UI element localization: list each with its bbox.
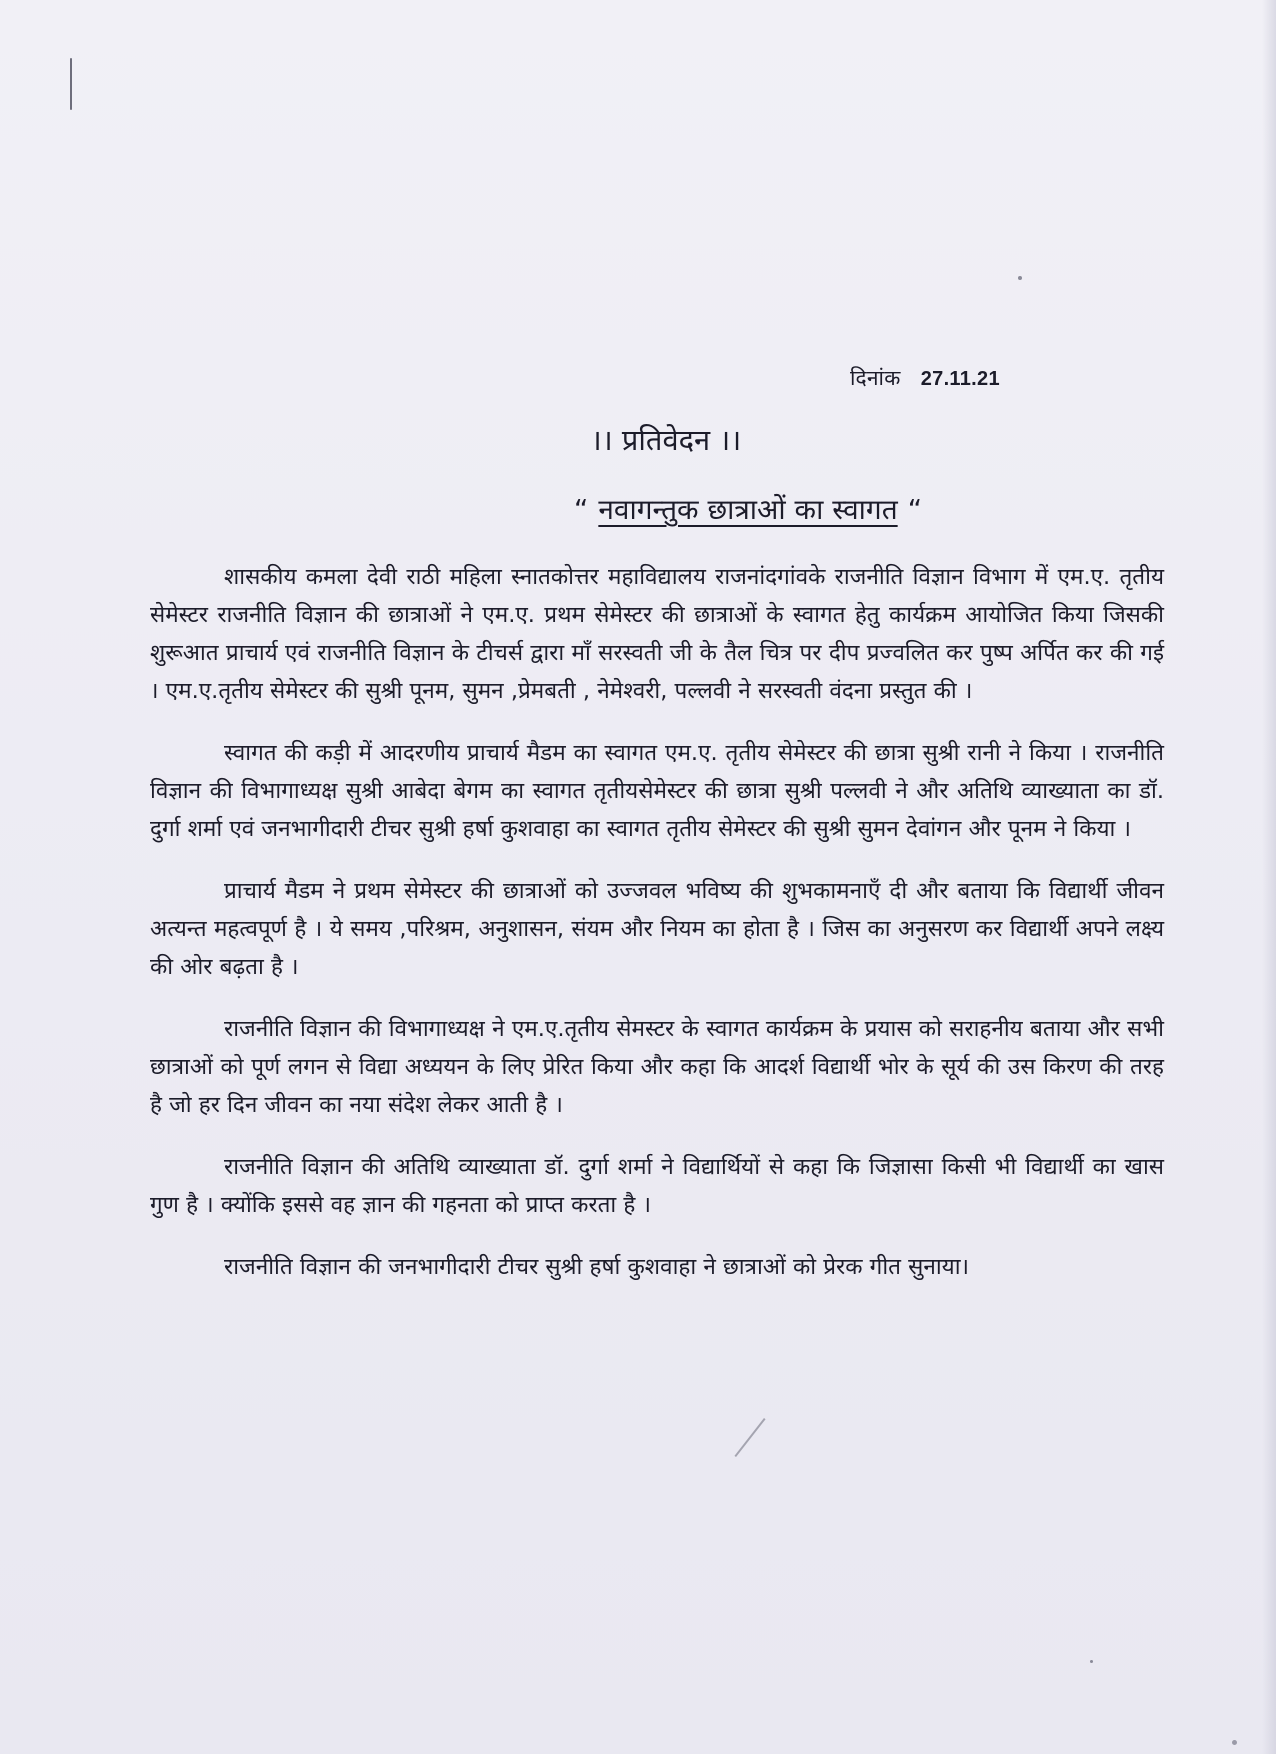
subject-text: नवागन्तुक छात्राओं का स्वागत [598,493,898,526]
report-body [150,558,1164,1310]
date-label: दिनांक [850,366,901,390]
subject-close-quote: “ [907,493,923,526]
scan-speck [1018,276,1022,280]
report-title-text: ।। प्रतिवेदन ।। [590,423,742,457]
paragraph-guest-lecturer-address: राजनीति विज्ञान की अतिथि व्याख्याता डॉ. दुर्गा शर्मा ने विद्यार्थियों से कहा कि जिज्ञासा किसी भी विद्यार्थी का खास गुण है । क्योंकि इससे वह ज्ञान की गहनता को प्राप्त करता है । [150,1154,1164,1218]
scan-speck [1232,1740,1237,1745]
scan-shadow-edge [1262,0,1276,1754]
scan-speck [1090,1660,1093,1663]
report-subject [0,490,1276,528]
paragraph-hod-address: राजनीति विज्ञान की विभागाध्यक्ष ने एम.ए.तृतीय सेमस्टर के स्वागत कार्यक्रम के प्रयास को सराहनीय बताया और सभी छात्राओं को पूर्ण लगन से विद्या अध्ययन के लिए प्रेरित किया और कहा कि आदर्श विद्यार्थी भोर के सूर्य की उस किरण की तरह है जो हर दिन जीवन का नया संदेश लेकर आती है । [150,1016,1164,1118]
report-date [850,364,1000,392]
paragraph-inauguration: शासकीय कमला देवी राठी महिला स्नातकोत्तर महाविद्यालय राजनांदगांवके राजनीति विज्ञान विभाग में एम.ए. तृतीय सेमेस्टर राजनीति विज्ञान की छात्राओं ने एम.ए. प्रथम सेमेस्टर की छात्राओं के स्वागत हेतु कार्यक्रम आयोजित किया जिसकी शुरूआत प्राचार्य एवं राजनीति विज्ञान के टीचर्स द्वारा माँ सरस्वती जी के तैल चित्र पर दीप प्रज्वलित कर पुष्प अर्पित कर की गई । एम.ए.तृतीय सेमेस्टर की सुश्री पूनम, सुमन ,प्रेमबती , नेमेश्वरी, पल्लवी ने सरस्वती वंदना प्रस्तुत की । [150,564,1164,704]
paragraph-closing-song: राजनीति विज्ञान की जनभागीदारी टीचर सुश्री हर्षा कुशवाहा ने छात्राओं को प्रेरक गीत सुनाया। [224,1254,970,1280]
paragraph-principal-address: प्राचार्य मैडम ने प्रथम सेमेस्टर की छात्राओं को उज्जवल भविष्य की शुभकामनाएँ दी और बताया कि विद्यार्थी जीवन अत्यन्त महत्वपूर्ण है । ये समय ,परिश्रम, अनुशासन, संयम और नियम का होता है । जिस का अनुसरण कर विद्यार्थी अपने लक्ष्य की ओर बढ़ता है । [150,878,1165,980]
margin-pencil-mark [70,58,72,110]
subject-open-quote: “ [573,493,589,526]
date-value: 27.11.21 [920,368,1000,390]
paragraph-welcome-guests: स्वागत की कड़ी में आदरणीय प्राचार्य मैडम का स्वागत एम.ए. तृतीय सेमेस्टर की छात्रा सुश्री रानी ने किया । राजनीति विज्ञान की विभागाध्यक्ष सुश्री आबेदा बेगम का स्वागत तृतीयसेमेस्टर की छात्रा सुश्री पल्लवी ने और अतिथि व्याख्याता का डॉ. दुर्गा शर्मा एवं जनभागीदारी टीचर सुश्री हर्षा कुशवाहा का स्वागत तृतीय सेमेस्टर की सुश्री सुमन देवांगन और पूनम ने किया । [150,740,1164,842]
report-title [0,420,1276,459]
subject-wrapper [564,490,932,528]
stray-pen-stroke [734,1418,765,1457]
